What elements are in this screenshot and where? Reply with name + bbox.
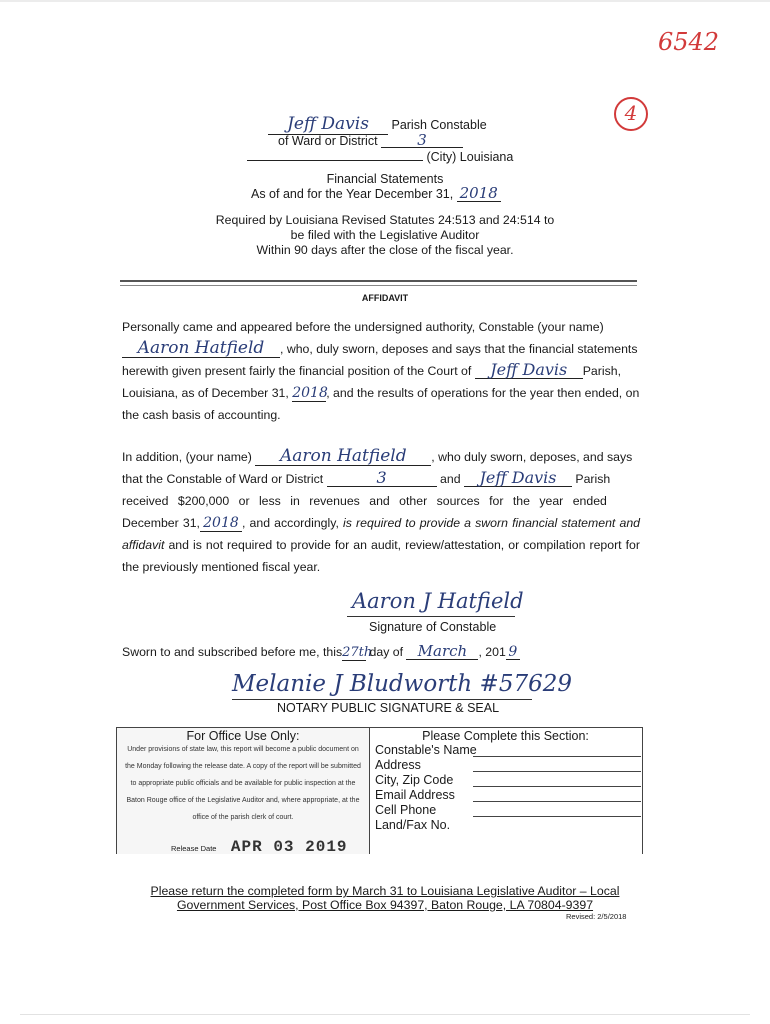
sworn-day-handwritten: 27th	[342, 645, 373, 660]
page-number-handwritten: 6542	[658, 28, 720, 56]
field-line-city-zip	[473, 786, 641, 787]
affidavit-heading: AFFIDAVIT	[361, 293, 409, 303]
notary-signature: Melanie J Bludworth #57629	[232, 671, 572, 697]
p2-name-handwritten: Aaron Hatfield	[255, 447, 431, 466]
field-line-constable-name	[473, 756, 641, 757]
p2-text-j: the previously mentioned fiscal year.	[122, 560, 321, 574]
p1-text-g: the cash basis of accounting.	[122, 408, 281, 422]
p2-text-f: received $200,000 or less in revenues and other sources for the year ended	[122, 494, 607, 508]
p2-text-h: , and accordingly,	[241, 516, 339, 530]
header-ward-line	[278, 133, 463, 148]
scan-edge-bottom	[20, 1014, 750, 1015]
affidavit-paragraph-1	[122, 316, 640, 426]
signature-line	[347, 616, 515, 617]
p1-text-d: Parish,	[582, 364, 621, 378]
field-label-land-fax: Land/Fax No.	[375, 818, 451, 832]
day-of-label: day of	[369, 645, 404, 659]
year-title-handwritten: 2018	[457, 186, 501, 202]
sworn-year-prefix: , 201	[478, 645, 506, 659]
header-parish-line	[268, 114, 487, 135]
sworn-month-handwritten: March	[406, 644, 478, 660]
year-title-line	[251, 186, 501, 202]
p2-text-a: In addition, (your name)	[122, 450, 252, 464]
field-label-address: Address	[375, 758, 421, 772]
required-by-line1: Required by Louisiana Revised Statutes 24:513 and 24:514 to	[215, 213, 555, 227]
sworn-line	[122, 644, 520, 661]
p2-text-g: December 31,	[122, 516, 200, 530]
release-date-row	[171, 838, 348, 856]
footer-return-line2: Government Services, Post Office Box 94397, Baton Rouge, LA 70804-9397	[176, 898, 594, 912]
office-box-divider	[369, 728, 370, 854]
p2-year-handwritten: 2018	[200, 516, 242, 532]
affidavit-paragraph-2	[122, 446, 640, 578]
financial-statements-title: Financial Statements	[326, 172, 444, 186]
p1-text-e: Louisiana, as of December 31,	[122, 386, 289, 400]
required-by-line2: be filed with the Legislative Auditor	[290, 228, 480, 242]
release-date-label: Release Date	[171, 844, 217, 853]
parish-constable-label: Parish Constable	[391, 118, 487, 132]
sworn-year-suffix-handwritten: 9	[506, 645, 520, 660]
court-parish-handwritten: Jeff Davis	[475, 361, 583, 379]
p2-parish-handwritten: Jeff Davis	[464, 469, 572, 487]
city-blank	[247, 148, 423, 161]
circled-number-mark	[614, 97, 648, 131]
office-use-notice: Under provisions of state law, this report will become a public document on the Monday following the release date. A copy of the report will be submitted to appropriate public officials and be available for public inspection at the Baton Rouge office of the Legislative Auditor and, where appropriate, at the office of the parish clerk of court.	[125, 746, 361, 821]
footer-return-line1: Please return the completed form by March 31 to Louisiana Legislative Auditor – Local	[150, 884, 620, 898]
office-use-box	[116, 727, 643, 854]
field-label-constable-name: Constable's Name	[375, 743, 477, 757]
notary-line	[232, 699, 532, 700]
field-label-city-zip: City, Zip Code	[375, 773, 454, 787]
year-title-label: As of and for the Year December 31,	[251, 187, 454, 201]
ward-label: of Ward or District	[278, 134, 378, 148]
p2-text-b: , who duly sworn, deposes, and says	[431, 450, 633, 464]
p2-text-i: and is not required to provide for an audit, review/attestation, or compilation report for	[168, 538, 640, 552]
p1-text-c: herewith given present fairly the financial position of the Court of	[122, 364, 472, 378]
office-use-title: For Office Use Only:	[186, 729, 300, 743]
complete-section-title: Please Complete this Section:	[422, 729, 589, 743]
sworn-label: Sworn to and subscribed before me, this	[122, 645, 343, 659]
scan-edge-top	[0, 0, 770, 2]
revised-date: Revised: 2/5/2018	[566, 912, 627, 921]
office-left-panel	[117, 728, 369, 854]
required-by-line3: Within 90 days after the close of the fiscal year.	[256, 243, 514, 257]
p2-italic-requirement: is required to provide a sworn financial statement and affidavit	[122, 516, 640, 552]
field-label-cell-phone: Cell Phone	[375, 803, 437, 817]
signature-label: Signature of Constable	[369, 620, 497, 634]
p1-text-f: , and the results of operations for the year then ended, on	[326, 386, 640, 400]
release-date-stamp: APR 03 2019	[230, 838, 348, 856]
p1-text-b: , who, duly sworn, deposes and says that the financial statements	[280, 342, 638, 356]
constable-signature: Aaron J Hatfield	[352, 589, 524, 613]
p1-text-a: Personally came and appeared before the undersigned authority, Constable (your name)	[122, 320, 604, 334]
constable-name-handwritten: Aaron Hatfield	[122, 339, 280, 358]
city-label: (City) Louisiana	[426, 150, 514, 164]
field-line-email	[473, 801, 641, 802]
field-label-email: Email Address	[375, 788, 455, 802]
field-line-address	[473, 771, 641, 772]
p2-text-e: Parish	[575, 472, 611, 486]
notary-label: NOTARY PUBLIC SIGNATURE & SEAL	[277, 701, 500, 715]
p2-text-d: and	[440, 472, 461, 486]
p1-year-handwritten: 2018	[292, 385, 328, 401]
p2-district-handwritten: 3	[327, 469, 437, 487]
contact-fields-labels	[375, 743, 477, 833]
ward-value-handwritten: 3	[381, 133, 463, 148]
p2-text-c: that the Constable of Ward or District	[122, 472, 324, 486]
parish-name-handwritten: Jeff Davis	[268, 114, 388, 135]
circled-number-text: 4	[624, 101, 638, 125]
header-city-line	[247, 148, 513, 164]
field-line-cell-phone	[473, 816, 641, 817]
header-divider	[120, 280, 637, 286]
